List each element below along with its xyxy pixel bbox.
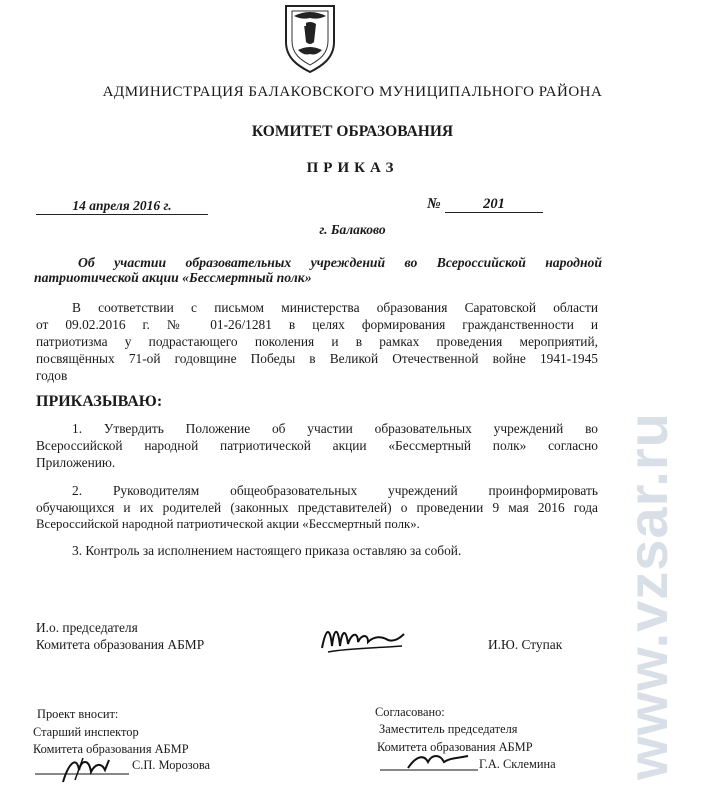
- item-1-line-3: Приложению.: [36, 455, 116, 470]
- number-sign: №: [427, 196, 441, 212]
- approved-name: Г.А. Склемина: [479, 757, 556, 771]
- preamble-line-4: посвящённых 71-ой годовщине Победы в Великой Отечественной войне 1941-1945: [36, 351, 598, 366]
- handwritten-signature-main: [318, 618, 408, 658]
- prepared-by-name: С.П. Морозова: [132, 758, 211, 772]
- item-3-line-1: 3. Контроль за исполнением настоящего приказа оставляю за собой.: [72, 543, 462, 558]
- order-number: 201: [483, 196, 505, 212]
- order-heading: ПРИКАЗЫВАЮ:: [36, 393, 163, 410]
- number-underline: [445, 212, 543, 213]
- prepared-by-label: Проект вносит:: [37, 707, 119, 721]
- prepared-by-position: Старший инспектор: [33, 725, 139, 739]
- preamble-line-3: патриотизма у подрастающего поколения и в рамках проведения мероприятий,: [36, 334, 598, 349]
- committee-title: КОМИТЕТ ОБРАЗОВАНИЯ: [251, 123, 454, 140]
- approved-position: Заместитель председателя: [379, 722, 518, 736]
- preamble-line-5: годов: [36, 368, 68, 383]
- date-underline: [36, 214, 208, 215]
- handwritten-signature-approver: [378, 748, 480, 778]
- order-date: 14 апреля 2016 г.: [72, 198, 172, 213]
- preamble-line-2: от 09.02.2016 г. № 01-26/1281 в целях формирования гражданственности и: [36, 317, 598, 332]
- signatory-role-line-1: И.о. председателя: [36, 620, 138, 635]
- handwritten-signature-preparer: [33, 752, 133, 788]
- prepared-by-department: Комитета образования АБМР: [33, 742, 189, 756]
- subject-line-1: Об участии образовательных учреждений во Всероссийской народной: [78, 255, 602, 270]
- document-type: ПРИКАЗ: [306, 160, 399, 176]
- preamble-line-1: В соответствии с письмом министерства образования Саратовской области: [72, 300, 598, 315]
- item-2-line-2: обучающихся и их родителей (законных представителей) о проведении 9 мая 2016 года: [36, 500, 598, 515]
- coat-of-arms-emblem: [280, 2, 340, 74]
- approved-label: Согласовано:: [375, 705, 445, 719]
- signatory-name: И.Ю. Ступак: [488, 637, 563, 652]
- site-watermark: www.vzsar.ru: [616, 412, 679, 780]
- approved-department: Комитета образования АБМР: [377, 740, 533, 754]
- item-1-line-1: 1. Утвердить Положение об участии образовательных учреждений во: [72, 421, 598, 436]
- organization-title: АДМИНИСТРАЦИЯ БАЛАКОВСКОГО МУНИЦИПАЛЬНОГО РАЙОНА: [102, 84, 603, 100]
- city: г. Балаково: [319, 222, 386, 237]
- item-1-line-2: Всероссийской народной патриотической акции «Бессмертный полк» согласно: [36, 438, 598, 453]
- item-2-line-1: 2. Руководителям общеобразовательных учреждений проинформировать: [72, 483, 598, 498]
- signatory-role-line-2: Комитета образования АБМР: [36, 637, 205, 652]
- item-2-line-3: Всероссийской народной патриотической акции «Бессмертный полк».: [36, 517, 420, 531]
- subject-line-2: патриотической акции «Бессмертный полк»: [34, 270, 312, 285]
